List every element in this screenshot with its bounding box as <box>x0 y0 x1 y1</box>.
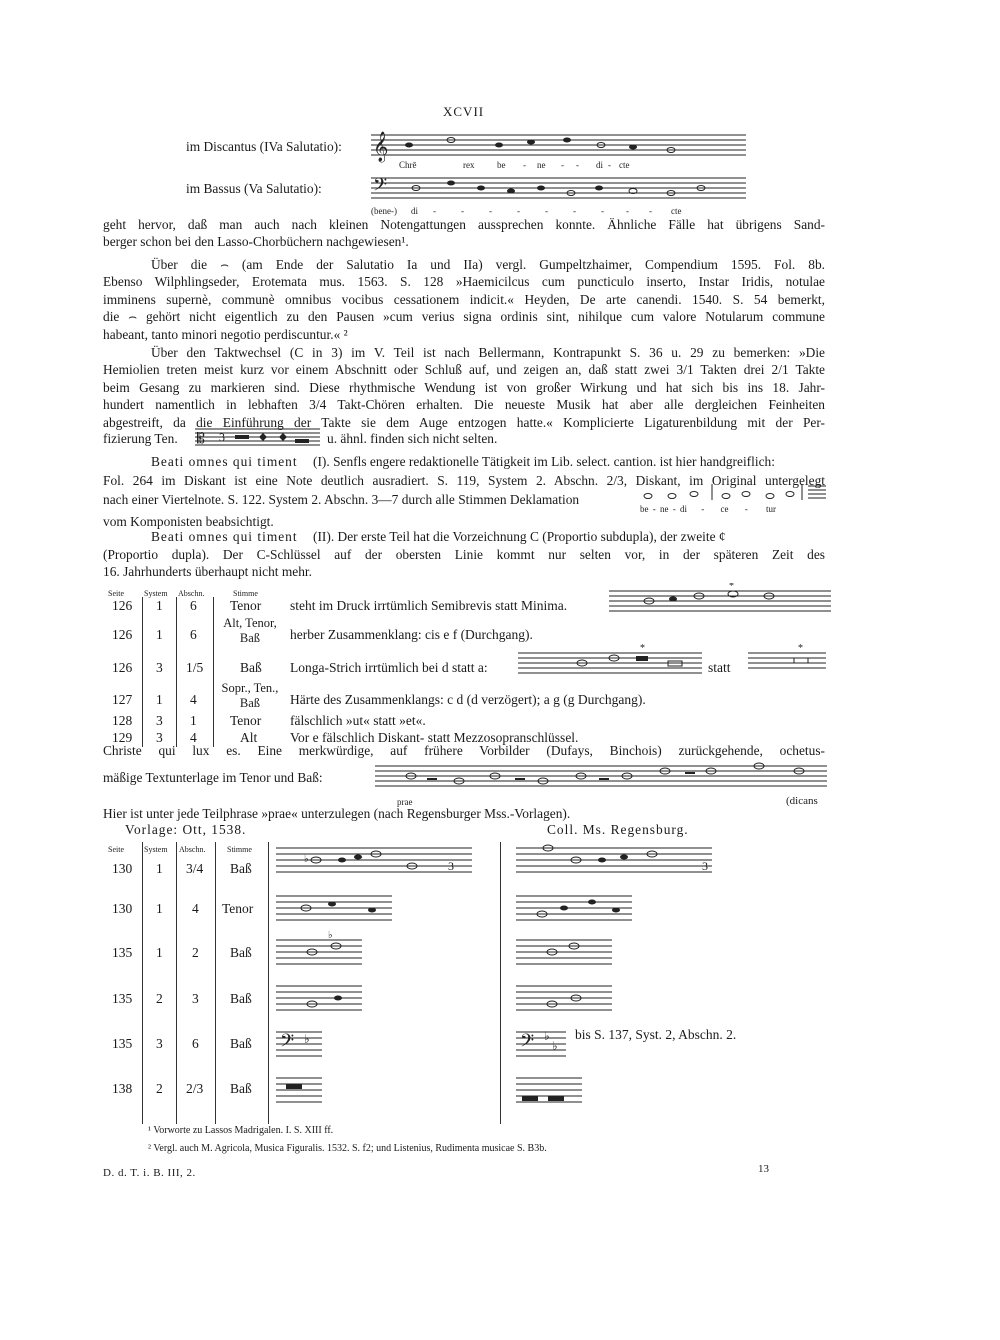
svg-text:-: - <box>433 206 436 216</box>
t1-r6-text: Vor e fälschlich Diskant- statt Mezzosopranschlüssel. <box>290 730 579 745</box>
t2-r2-abschn: 4 <box>192 901 199 916</box>
t2-left-staves <box>272 838 498 1124</box>
svg-text:-: - <box>489 206 492 216</box>
footer-signature-number: 13 <box>758 1163 769 1175</box>
t1-r3-text: Longa-Strich irrtümlich bei d statt a: <box>290 660 488 675</box>
paragraph-3 <box>103 344 825 431</box>
svg-text:-: - <box>576 160 579 170</box>
t1-r3-abschn: 1/5 <box>186 660 204 675</box>
footnote-1: ¹ Vorworte zu Lassos Madrigalen. I. S. XIII ff. <box>148 1125 334 1136</box>
p2-line-5: habeant, tanto minori negotio perdiscuntur.« ² <box>103 326 348 342</box>
svg-text:3: 3 <box>448 859 454 873</box>
svg-text:rex: rex <box>463 160 475 170</box>
t1-r3-staff-b <box>748 643 828 679</box>
t2-right-staves <box>512 838 752 1124</box>
t1-header-seite: Seite <box>108 589 124 598</box>
syl-6: ce <box>720 504 729 514</box>
declamation-syllables <box>640 504 776 514</box>
svg-text:𝄢: 𝄢 <box>520 1030 535 1055</box>
t2-r6-system: 2 <box>156 1081 163 1096</box>
t1-r3-statt: statt <box>708 660 731 675</box>
t2-r2-stimme: Tenor <box>222 901 254 916</box>
christe-line-3: Hier ist unter jede Teilphrase »prae« unterzulegen (nach Regensburger Mss.-Vorlagen). <box>103 806 571 821</box>
p1-line-2: berger schon bei den Lasso-Chorbüchern nachgewiesen¹. <box>103 234 409 250</box>
t2-r6-stimme: Baß <box>230 1081 252 1096</box>
syl-1: - <box>652 504 656 514</box>
svg-text:-: - <box>649 206 652 216</box>
t1-r2-abschn: 6 <box>190 627 197 642</box>
svg-text:di: di <box>596 160 604 170</box>
svg-text:-: - <box>523 160 526 170</box>
p5-line-3: 16. Jahrhunderts überhaupt nicht mehr. <box>103 564 312 580</box>
t2-header-seite: Seite <box>108 845 124 854</box>
t2-r1-abschn: 3/4 <box>186 861 204 876</box>
christe-line-2: mäßige Textunterlage im Tenor und Baß: <box>103 770 323 785</box>
t1-r1-seite: 126 <box>112 598 133 613</box>
svg-text:-: - <box>573 206 576 216</box>
p2-line-4: die ⌢ gehört nicht eigentlich zu den Pausen »cum verius signa ordinis sint, nihilque cum valore Notularum commune <box>103 309 825 325</box>
page-number-roman: XCVII <box>443 104 485 119</box>
svg-text:-: - <box>461 206 464 216</box>
syl-4: di <box>680 504 688 514</box>
svg-text:𝄞: 𝄞 <box>373 132 389 161</box>
t1-header-abschn: Abschn. <box>178 589 205 598</box>
t2-r5-note: bis S. 137, Syst. 2, Abschn. 2. <box>575 1027 737 1042</box>
t2-r3-abschn: 2 <box>192 945 199 960</box>
svg-text:♭: ♭ <box>304 854 309 865</box>
t1-r3-system: 3 <box>156 660 163 675</box>
p4-line-1: (I). Senfls engere redaktionelle Tätigkeit im Lib. select. cantion. ist hier handgreiflich: <box>313 454 775 469</box>
svg-text:𝄡: 𝄡 <box>197 432 205 447</box>
t1-r5-abschn: 1 <box>190 713 197 728</box>
t1-r2-text: herber Zusammenklang: cis e f (Durchgang). <box>290 627 533 642</box>
t1-r5-seite: 128 <box>112 713 133 728</box>
christe-line-1: Christe qui lux es. Eine merkwürdige, auf frühere Vorbilder (Dufays, Binchois) zurückgehende, ochetus- <box>103 743 825 758</box>
t1-r5-system: 3 <box>156 713 163 728</box>
svg-text:𝄢: 𝄢 <box>373 174 388 199</box>
t2-r2-seite: 130 <box>112 901 133 916</box>
t1-r6-seite: 129 <box>112 730 133 745</box>
footnote-2: ² Vergl. auch M. Agricola, Musica Figuralis. 1532. S. f2; und Listenius, Rudimenta musicae S. B3b. <box>148 1143 547 1154</box>
p2-line-3: imminens supernè, communè omnibus vocibus cessationem indicit.« Heyden, De arte canendi. 1540. S. 54 bemerkt, <box>103 291 825 307</box>
t1-r6-abschn: 4 <box>190 730 197 745</box>
t1-header-system: System <box>144 589 168 598</box>
svg-text:*: * <box>798 643 803 654</box>
svg-text:3: 3 <box>219 430 225 444</box>
t1-r5-text: fälschlich »ut« statt »et«. <box>290 713 426 728</box>
p3-last-post: u. ähnl. finden sich nicht selten. <box>327 431 498 446</box>
p5-line-1: (II). Der erste Teil hat die Vorzeichnung C (Proportio subdupla), der zweite ¢ <box>313 529 726 544</box>
t1-r1-staff <box>609 583 834 619</box>
t1-r6-system: 3 <box>156 730 163 745</box>
svg-text:♭: ♭ <box>544 1029 550 1043</box>
t1-r3-staff-a <box>518 643 704 679</box>
discantus-label: im Discantus (IVa Salutatio): <box>186 139 342 154</box>
t1-r4-stimme: Sopr., Ten., Baß <box>221 681 279 710</box>
t1-r5-stimme: Tenor <box>230 713 262 728</box>
svg-text:-: - <box>626 206 629 216</box>
t1-r4-seite: 127 <box>112 692 133 707</box>
svg-text:*: * <box>729 583 734 592</box>
syl-2: ne <box>660 504 669 514</box>
t2-right-title: Coll. Ms. Regensburg. <box>547 822 689 837</box>
t1-r3-seite: 126 <box>112 660 133 675</box>
t1-r1-abschn: 6 <box>190 598 197 613</box>
svg-text:-: - <box>561 160 564 170</box>
t2-r5-abschn: 6 <box>192 1036 199 1051</box>
syl-5: - <box>701 504 705 514</box>
t2-r6-abschn: 2/3 <box>186 1081 204 1096</box>
t1-r3-stimme: Baß <box>240 660 262 675</box>
svg-text:♭: ♭ <box>328 930 333 941</box>
p1-line-1: geht hervor, daß man auch nach kleinen Notengattungen aussprechen konnte. Ähnliche Fälle hat übrigens Sand- <box>103 217 825 232</box>
t1-r6-stimme: Alt <box>240 730 258 745</box>
p3-line-2: Hemiolien treten meist kurz vor einem Abschnitt oder Schluß auf, und zeigen an, daß statt zwei 3/1 Takten drei 2/1 Takte <box>103 362 825 378</box>
p4-last: vom Komponisten beabsichtigt. <box>103 514 274 529</box>
t1-r4-text: Härte des Zusammenklangs: c d (d verzögert); a g (g Durchgang). <box>290 692 646 707</box>
t2-header-stimme: Stimme <box>227 845 252 854</box>
christe-staff <box>375 758 830 794</box>
syl-0: be <box>640 504 649 514</box>
svg-text:ne: ne <box>537 160 546 170</box>
t1-r2-seite: 126 <box>112 627 133 642</box>
p4-line-3: nach einer Viertelnote. S. 122. System 2. Abschn. 3—7 durch alle Stimmen Deklamation <box>103 492 580 507</box>
t2-r2-system: 1 <box>156 901 163 916</box>
svg-text:♭: ♭ <box>552 1039 558 1053</box>
svg-text:Chrē: Chrē <box>399 160 417 170</box>
t2-header-abschn: Abschn. <box>179 845 206 854</box>
t1-r1-text: steht im Druck irrtümlich Semibrevis statt Minima. <box>290 598 568 613</box>
t2-r4-seite: 135 <box>112 991 133 1006</box>
t2-r1-seite: 130 <box>112 861 133 876</box>
christe-syl-start: prae <box>397 797 413 807</box>
t1-r2-system: 1 <box>156 627 163 642</box>
svg-text:*: * <box>640 643 645 654</box>
paragraph-5 <box>103 546 825 581</box>
svg-text:-: - <box>517 206 520 216</box>
t2-r6-seite: 138 <box>112 1081 133 1096</box>
t2-r5-stimme: Baß <box>230 1036 252 1051</box>
syl-3: - <box>672 504 676 514</box>
christe-syl-end: (dicans <box>786 795 818 807</box>
t2-r5-seite: 135 <box>112 1036 133 1051</box>
p3-line-4: hundert namentlich in lebhaften 3/4 Takt-Chören erhalten. Die neueste Musik hat aber alle dergleichen Feinheiten <box>103 397 825 413</box>
svg-text:cte: cte <box>671 206 682 216</box>
t2-r3-stimme: Baß <box>230 945 252 960</box>
t1-r1-system: 1 <box>156 598 163 613</box>
paragraph-1 <box>103 216 825 251</box>
t2-left-title: Vorlage: Ott, 1538. <box>125 822 247 837</box>
t2-r5-system: 3 <box>156 1036 163 1051</box>
t1-r2-stimme: Alt, Tenor, Baß <box>223 616 277 645</box>
footer-signature: D. d. T. i. B. III, 2. <box>103 1167 196 1179</box>
bassus-staff <box>371 172 751 218</box>
syl-7: - <box>744 504 748 514</box>
svg-text:-: - <box>608 160 611 170</box>
t2-header-system: System <box>144 845 168 854</box>
t2-r4-system: 2 <box>156 991 163 1006</box>
svg-text:(bene-): (bene-) <box>371 206 397 216</box>
t1-r4-system: 1 <box>156 692 163 707</box>
svg-text:𝄢: 𝄢 <box>280 1030 295 1055</box>
p4-title: Beati omnes qui timent <box>151 454 298 469</box>
t2-r4-abschn: 3 <box>192 991 199 1006</box>
bassus-label: im Bassus (Va Salutatio): <box>186 181 322 196</box>
p4-line-2: Fol. 264 im Diskant ist eine Note deutlich ausradiert. S. 119, System 2. Abschn. 2/3, Diskant, im Original untergelegt <box>103 473 825 488</box>
p5-title: Beati omnes qui timent <box>151 529 298 544</box>
t1-r4-abschn: 4 <box>190 692 197 707</box>
p5-line-2: (Proportio dupla). Der C-Schlüssel auf der obersten Linie kommt nur selten vor, in der späteren Zeit des <box>103 547 825 562</box>
svg-text:di: di <box>411 206 419 216</box>
ligature-staff <box>195 425 325 449</box>
svg-text:cte: cte <box>619 160 630 170</box>
p2-line-2: Ebenso Wilphlingseder, Erotemata mus. 1563. S. 128 »Haemicilcus cum puncticulo inserto, Instar Iridis, notulae <box>103 274 825 290</box>
christe-paragraph <box>103 742 825 759</box>
p3-line-5: abgestreift, da die Einführung der Takte sie dem Auge entzogen hatte.« Komplicierte Ligaturenbildung mit der Per- <box>103 414 825 430</box>
svg-text:-: - <box>601 206 604 216</box>
discantus-staff <box>371 131 751 173</box>
t1-r1-stimme: Tenor <box>230 598 262 613</box>
svg-text:-: - <box>545 206 548 216</box>
t2-r3-seite: 135 <box>112 945 133 960</box>
svg-text:3: 3 <box>702 859 708 873</box>
svg-text:be: be <box>497 160 506 170</box>
t2-r1-system: 1 <box>156 861 163 876</box>
t1-header-stimme: Stimme <box>233 589 258 598</box>
t2-r1-stimme: Baß <box>230 861 252 876</box>
p2-line-1: Über die ⌢ (am Ende der Salutatio Ia und IIa) vergl. Gumpeltzhaimer, Compendium 1595. Fol. 8b. <box>151 257 825 272</box>
t2-r4-stimme: Baß <box>230 991 252 1006</box>
t2-r3-system: 1 <box>156 945 163 960</box>
syl-8: tur <box>766 504 777 514</box>
svg-text:♭: ♭ <box>304 1032 310 1046</box>
p3-line-3: beim Gesang zu markieren sind. Diese rhythmische Wendung ist von großer Wirkung und hat sich bis ins 18. Jahr- <box>103 379 825 395</box>
paragraph-2 <box>103 256 825 343</box>
p3-line-1: Über den Taktwechsel (C in 3) im V. Teil ist nach Bellermann, Kontrapunkt S. 36 u. 29 zu bemerken: »Die <box>151 345 825 360</box>
p3-last-pre: fizierung Ten. <box>103 431 178 446</box>
